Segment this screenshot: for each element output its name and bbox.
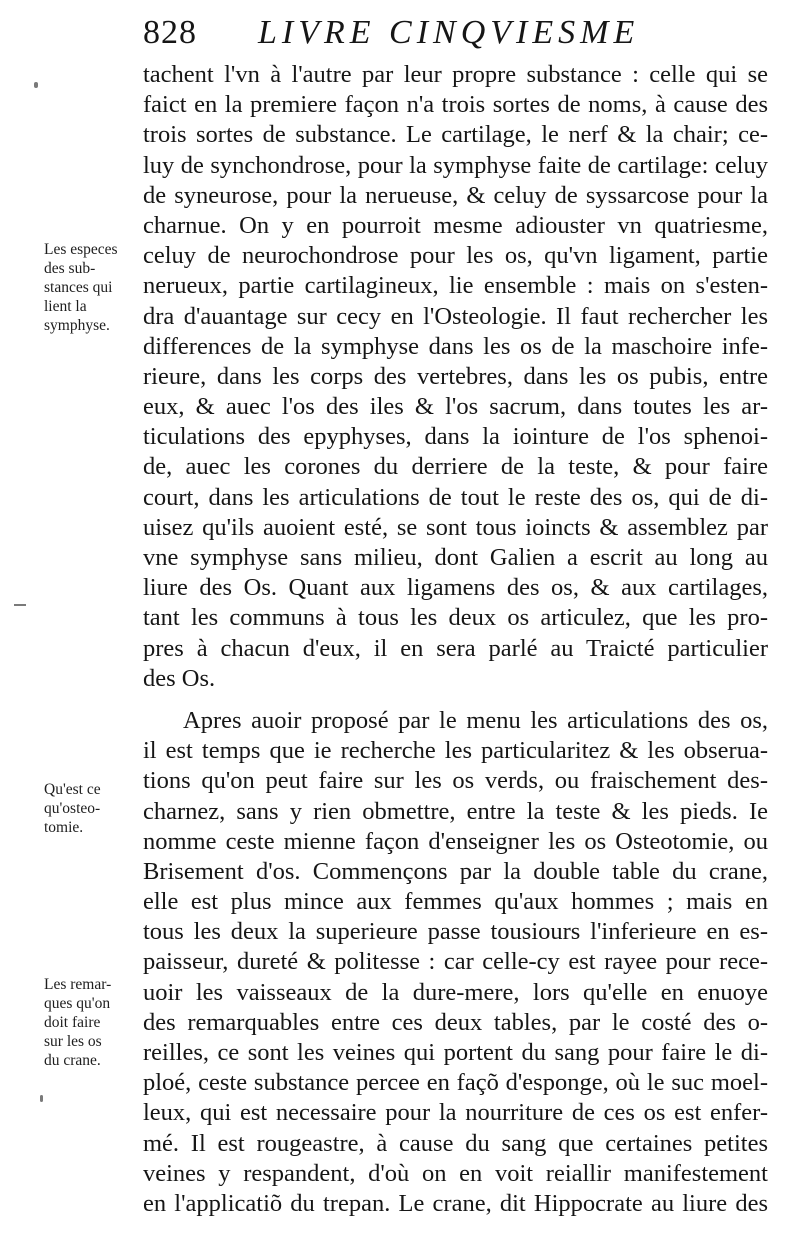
margin-note-line: doit faire [44,1014,101,1031]
margin-note-line: stances qui [44,279,113,296]
text-line: il est temps que ie recherche les particularitez & les obserua- [143,737,768,765]
text-line: elle est plus mince aux femmes qu'aux hommes ; mais en [143,888,768,916]
text-line: dra d'auantage sur cecy en l'Osteologie. Il faut rechercher les [143,302,768,330]
margin-note-line: Les especes [44,241,118,258]
margin-note-line: ques qu'on [44,995,111,1012]
text-line: des remarquables entre ces deux tables, par le costé des o- [143,1008,768,1036]
text-line: liure des Os. Quant aux ligamens des os, & aux cartilages, [143,574,768,602]
margin-note-line: sur les os [44,1033,102,1050]
text-line: tant les communs à tous les deux os articulez, que les pro- [143,604,768,632]
page-header [143,14,763,58]
ink-speck [14,604,26,606]
margin-note-line: Les remar- [44,976,112,993]
margin-note-line: lient la [44,298,87,315]
text-line: trois sortes de substance. Le cartilage, le nerf & la chair; ce- [143,121,768,149]
margin-note-line: symphyse. [44,317,110,334]
margin-note-osteotomie [44,780,140,837]
text-line: faict en la premiere façon n'a trois sortes de noms, à cause des [143,91,768,119]
paragraph-2 [143,706,768,1219]
text-line: pres à chacun d'eux, il en sera parlé au Traicté particulier [143,634,768,662]
margin-note-symphyse [44,240,140,335]
text-line: leux, qui est necessaire pour la nourriture de ces os est enfer- [143,1099,768,1127]
text-line: de syneurose, pour la nerueuse, & celuy de syssarcose pour la [143,181,768,209]
paragraph-1 [143,60,768,694]
text-line: court, dans les articulations de tout le reste des os, qui de di- [143,483,768,511]
text-line: uisez qu'ils auoient esté, se sont tous ioincts & assemblez par [143,513,768,541]
text-line: rieure, dans les corps des vertebres, dans les os pubis, entre [143,362,768,390]
text-line: charnez, sans y rien obmettre, entre la teste & les pieds. Ie [143,797,768,825]
text-line: tachent l'vn à l'autre par leur propre substance : celle qui se [143,61,768,88]
text-line: nerueux, partie cartilagineux, lie ensemble : mais on s'esten- [143,272,768,300]
paragraph-gap [143,694,768,706]
body-text [143,60,768,1219]
ink-speck [34,82,38,88]
margin-note-line: du crane. [44,1052,101,1069]
text-line: Brisement d'os. Commençons par la double table du crane, [143,857,768,885]
margin-note-line: tomie. [44,819,84,836]
text-line: uoir les vaisseaux de la dure-mere, lors qu'elle en enuoye [143,978,768,1006]
margin-note-line: qu'osteo- [44,800,101,817]
text-line: tous les deux la superieure passe tousiours l'inferieure en es- [143,918,768,946]
text-line: paisseur, dureté & politesse : car celle-cy est rayee pour rece- [143,948,768,976]
text-line: eux, & auec l'os des iles & l'os sacrum, dans toutes les ar- [143,393,768,421]
text-line: de, auec les corones du derriere de la teste, & pour faire [143,453,768,481]
margin-note-crane [44,975,140,1070]
text-line: des Os. [143,664,216,692]
ink-speck [40,1095,43,1102]
text-line: tions qu'on peut faire sur les os verds, ou fraischement des- [143,767,768,795]
text-line: celuy de neurochondrose pour les os, qu'vn ligament, partie [143,242,768,270]
page-number: 828 [143,14,197,51]
margin-note-line: des sub- [44,260,96,277]
text-line: differences de la symphyse dans les os de la maschoire infe- [143,332,768,360]
text-line: Apres auoir proposé par le menu les articulations des os, [183,706,768,734]
text-line: mé. Il est rougeastre, à cause du sang que certaines petites [143,1129,768,1157]
text-line: reilles, ce sont les veines qui portent du sang pour faire le di- [143,1039,768,1066]
text-line: vne symphyse sans milieu, dont Galien a escrit au long au [143,544,768,571]
text-line: veines y respandent, d'où on en voit reiallir manifestement [143,1159,768,1187]
text-line: luy de synchondrose, pour la symphyse faite de cartilage: celuy [143,151,768,179]
text-line: ploé, ceste substance percee en façõ d'esponge, où le suc moel- [143,1069,768,1097]
text-line: en l'applicatiõ du trepan. Le crane, dit Hippocrate au liure des [143,1189,768,1217]
text-line: charnue. On y en pourroit mesme adiouster vn quatriesme, [143,211,768,239]
text-line: ticulations des epyphyses, dans la iointure de l'os sphenoi- [143,423,768,451]
margin-note-line: Qu'est ce [44,781,101,798]
running-title: LIVRE CINQVIESME [258,14,640,51]
text-line: nomme ceste mienne façon d'enseigner les os Osteotomie, ou [143,827,768,855]
